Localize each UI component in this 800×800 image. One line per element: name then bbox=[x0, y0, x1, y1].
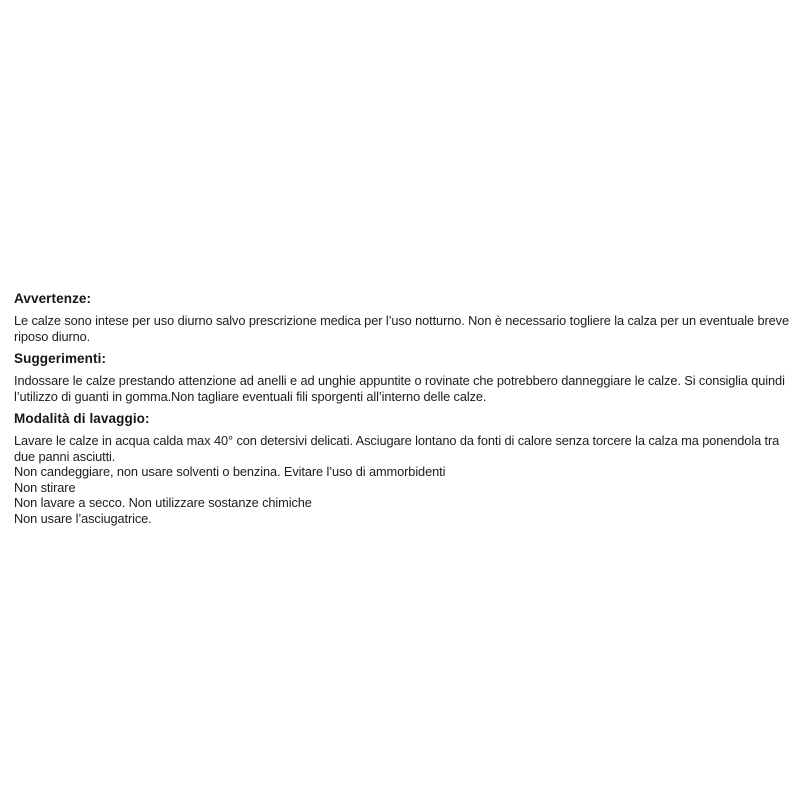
body-line: Non usare l’asciugatrice. bbox=[14, 510, 152, 526]
body-line: riposo diurno. bbox=[14, 328, 91, 344]
section-avvertenze bbox=[14, 291, 790, 344]
section-suggerimenti bbox=[14, 351, 790, 404]
body-line: Indossare le calze prestando attenzione ad anelli e ad unghie appuntite o rovinate che potrebbero danneggiare le calze. Si consiglia quindi bbox=[14, 373, 785, 388]
section-body-avvertenze bbox=[14, 313, 790, 344]
section-modalita-di-lavaggio bbox=[14, 411, 790, 526]
body-line: Non candeggiare, non usare solventi o benzina. Evitare l’uso di ammorbidenti bbox=[14, 464, 446, 479]
body-line: Non stirare bbox=[14, 479, 76, 495]
section-heading-suggerimenti: Suggerimenti: bbox=[14, 351, 107, 366]
body-line: Le calze sono intese per uso diurno salvo prescrizione medica per l’uso notturno. Non è necessario togliere la calza per un eventuale breve bbox=[14, 313, 789, 328]
section-body-modalita-di-lavaggio bbox=[14, 433, 790, 526]
section-heading-avvertenze: Avvertenze: bbox=[14, 291, 92, 306]
care-instructions-text-block bbox=[14, 291, 790, 532]
body-line: Lavare le calze in acqua calda max 40° con detersivi delicati. Asciugare lontano da fonti di calore senza torcere la calza ma ponendola tra bbox=[14, 433, 780, 448]
body-line: Non lavare a secco. Non utilizzare sostanze chimiche bbox=[14, 495, 312, 510]
section-body-suggerimenti bbox=[14, 373, 790, 404]
body-line: due panni asciutti. bbox=[14, 448, 116, 464]
section-heading-modalita-di-lavaggio: Modalità di lavaggio: bbox=[14, 411, 150, 426]
body-line: l’utilizzo di guanti in gomma.Non tagliare eventuali fili sporgenti all’interno delle calze. bbox=[14, 388, 487, 404]
